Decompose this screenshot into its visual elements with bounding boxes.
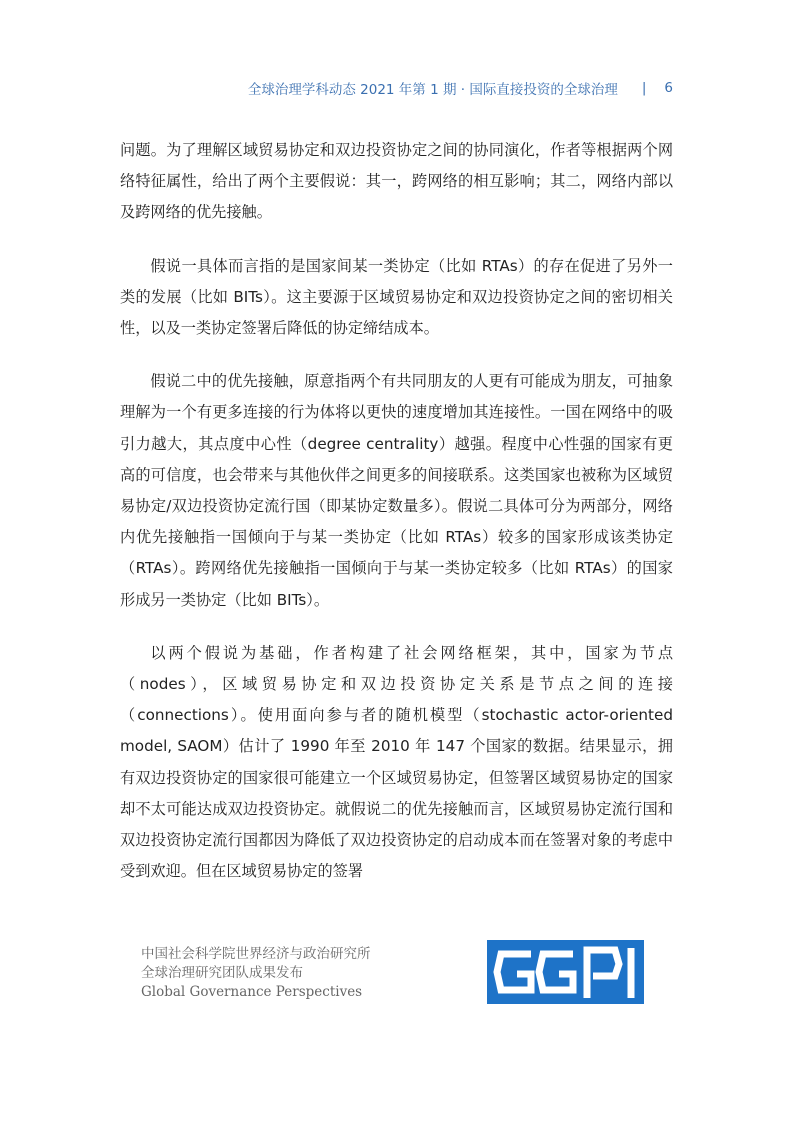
journal-title: 全球治理学科动态 2021 年第 1 期 · 国际直接投资的全球治理 bbox=[247, 82, 618, 98]
body-text bbox=[120, 135, 673, 909]
running-header bbox=[248, 78, 673, 98]
ggpi-logo-mark bbox=[487, 940, 644, 1004]
page-number: 6 bbox=[664, 80, 673, 96]
footer-institution bbox=[141, 945, 371, 1002]
ggpi-logo bbox=[487, 940, 644, 1004]
footer-line-2: 全球治理研究团队成果发布 bbox=[141, 965, 303, 981]
paragraph-2: 假说一具体而言指的是国家间某一类协定（比如 RTAs）的存在促进了另外一类的发展（比如 BITs）。这主要源于区域贸易协定和双边投资协定之间的密切相关性，以及一类协定签署后降低的协定缔结成本。 bbox=[120, 256, 673, 338]
paragraph-1: 问题。为了理解区域贸易协定和双边投资协定之间的协同演化，作者等根据两个网络特征属性，给出了两个主要假说：其一，跨网络的相互影响；其二，网络内部以及跨网络的优先接触。 bbox=[120, 141, 673, 222]
paragraph-3: 假说二中的优先接触，原意指两个有共同朋友的人更有可能成为朋友，可抽象理解为一个有更多连接的行为体将以更快的速度增加其连接性。一国在网络中的吸引力越大，其点度中心性（degree centrality）越强。程度中心性强的国家有更高的可信度，也会带来与其他伙伴之间更多的间接联系。这类国家也被称为区域贸易协定/双边投资协定流行国（即某协定数量多）。假说二具体可分为两部分，网络内优先接触指一国倾向于与某一类协定（比如 RTAs）较多的国家形成该类协定（RTAs）。跨网络优先接触指一国倾向于与某一类协定较多（比如 RTAs）的国家形成另一类协定（比如 BITs）。 bbox=[120, 372, 673, 609]
paragraph-4: 以两个假说为基础，作者构建了社会网络框架，其中，国家为节点（nodes），区域贸易协定和双边投资协定关系是节点之间的连接（connections）。使用面向参与者的随机模型（stochastic actor-oriented model, SAOM）估计了 1990 年至 2010 年 147 个国家的数据。结果显示，拥有双边投资协定的国家很可能建立一个区域贸易协定，但签署区域贸易协定的国家却不太可能达成双边投资协定。就假说二的优先接触而言，区域贸易协定流行国和双边投资协定流行国都因为降低了双边投资协定的启动成本而在签署对象的考虑中受到欢迎。但在区域贸易协定的签署 bbox=[120, 643, 673, 881]
footer-line-3: Global Governance Perspectives bbox=[141, 984, 363, 1000]
footer-line-1: 中国社会科学院世界经济与政治研究所 bbox=[141, 946, 371, 962]
header-separator: | bbox=[641, 80, 647, 96]
